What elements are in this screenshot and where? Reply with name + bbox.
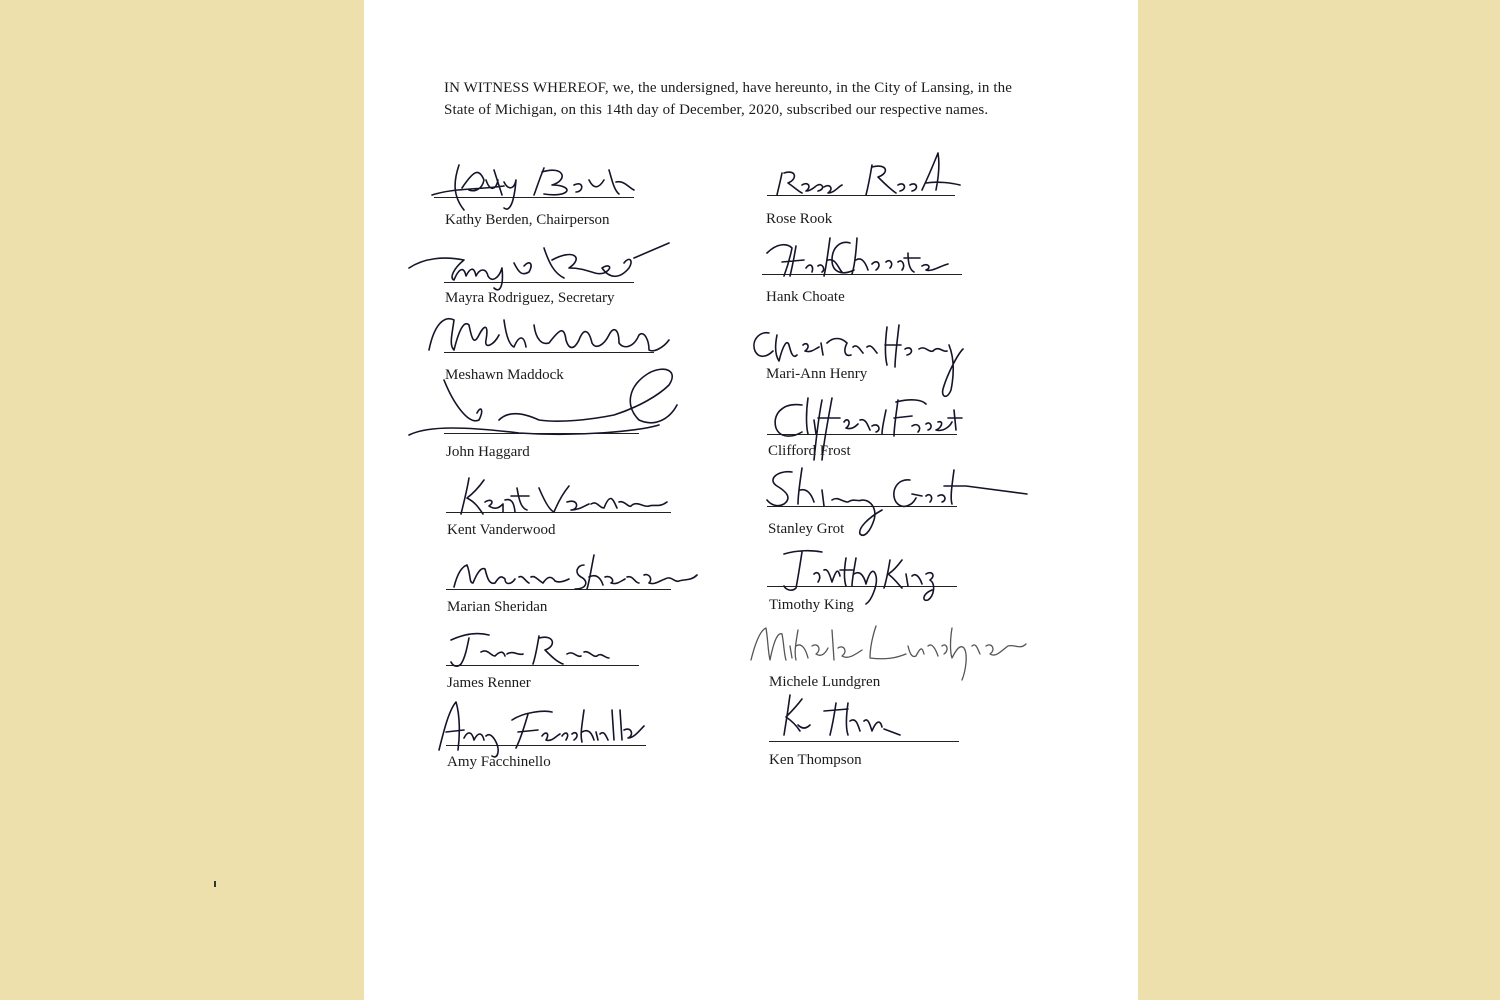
signature-block-ken-thompson: [762, 685, 1062, 768]
signer-name: Stanley Grot: [768, 521, 845, 537]
signer-name: Meshawn Maddock: [445, 367, 564, 383]
signature-rose-rook: [762, 145, 972, 215]
signature-block-timothy-king: [762, 540, 1062, 618]
signature-block-james-renner: [439, 620, 739, 698]
signature-kathy-berden: [424, 150, 654, 220]
signature-kent-vanderwood: [439, 470, 689, 530]
signature-james-renner: [439, 620, 659, 680]
signer-name: John Haggard: [446, 444, 530, 460]
signature-hank-choate: [762, 228, 982, 298]
document-page: [364, 0, 1138, 1000]
signer-name: Timothy King: [769, 597, 854, 613]
signature-block-kent-vanderwood: [439, 470, 739, 548]
signature-block-amy-facchinello: [434, 690, 734, 768]
witness-clause: IN WITNESS WHEREOF, we, the undersigned, have hereunto, in the City of Lansing, in the State of Michigan, on this 14th day of December, 2020, subscribed our respective names.: [444, 80, 1012, 118]
signature-block-stanley-grot: [762, 460, 1062, 538]
signature-block-kathy-berden: [424, 150, 724, 228]
signer-name: Kathy Berden, Chairperson: [445, 212, 610, 228]
signer-name: Rose Rook: [766, 211, 833, 227]
signature-block-rose-rook: [762, 145, 1062, 227]
signer-name: Ken Thompson: [769, 752, 862, 768]
signature-block-clifford-frost: [762, 390, 1062, 468]
signature-block-marian-sheridan: [439, 545, 739, 623]
signer-name: Marian Sheridan: [447, 599, 548, 615]
signature-marian-sheridan: [439, 545, 709, 605]
signature-block-mari-ann-henry: [749, 315, 1049, 393]
scan-speck: [214, 881, 216, 887]
signer-name: Michele Lundgren: [769, 674, 881, 690]
signature-block-michele-lundgren: [746, 610, 1046, 688]
signature-john-haggard: [399, 365, 699, 455]
signer-name: Clifford Frost: [768, 443, 851, 459]
signer-name: James Renner: [447, 675, 531, 691]
signature-block-hank-choate: [762, 228, 1062, 306]
signer-name: Hank Choate: [766, 289, 845, 305]
signer-name: Mayra Rodriguez, Secretary: [445, 290, 615, 306]
signature-block-john-haggard: [399, 365, 699, 460]
signer-name: Mari-Ann Henry: [766, 366, 868, 382]
signer-name: Kent Vanderwood: [447, 522, 556, 538]
signer-name: Amy Facchinello: [447, 754, 551, 770]
